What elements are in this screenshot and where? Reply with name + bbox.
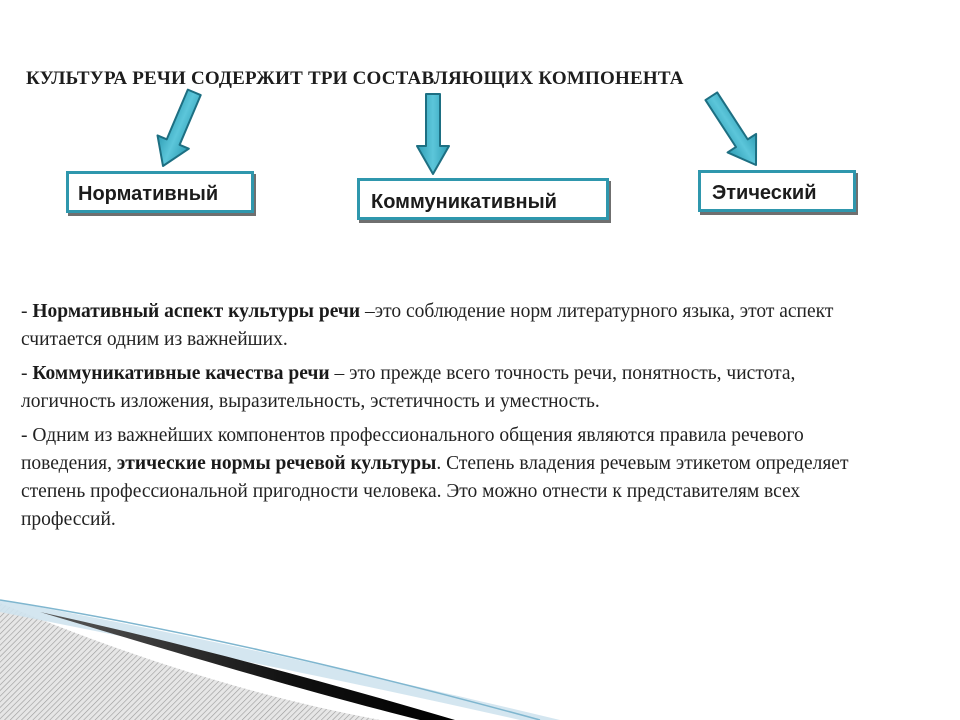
- paragraph-body: –это соблюдение норм литературного языка, этот аспект считается одним из важнейших.: [21, 301, 834, 350]
- paragraph-term: этические нормы речевой культуры: [116, 453, 437, 474]
- paragraph-term: Нормативный аспект культуры речи: [32, 301, 361, 322]
- paragraph-term: Коммуникативные качества речи: [32, 363, 330, 384]
- component-label-ethical: Этический: [712, 182, 817, 204]
- paragraph-body: . Степень владения речевым этикетом определяет степень профессиональной пригодности человека. Это можно отнести к представителям всех профессий.: [21, 453, 849, 530]
- paragraph-body: – это прежде всего точность речи, понятность, чистота, логичность изложения, выразительность, эстетичность и уместность.: [21, 363, 796, 412]
- component-label-communicative: Коммуникативный: [371, 191, 557, 213]
- paragraph-prefix: -: [21, 363, 33, 384]
- paragraph-prefix: - Одним из важнейших компонентов профессионального общения являются правила речевого поведения,: [21, 425, 804, 474]
- component-label-normative: Нормативный: [78, 183, 219, 205]
- slide-title: КУЛЬТУРА РЕЧИ СОДЕРЖИТ ТРИ СОСТАВЛЯЮЩИХ КОМПОНЕНТА: [26, 68, 684, 89]
- paragraph-prefix: -: [21, 301, 33, 322]
